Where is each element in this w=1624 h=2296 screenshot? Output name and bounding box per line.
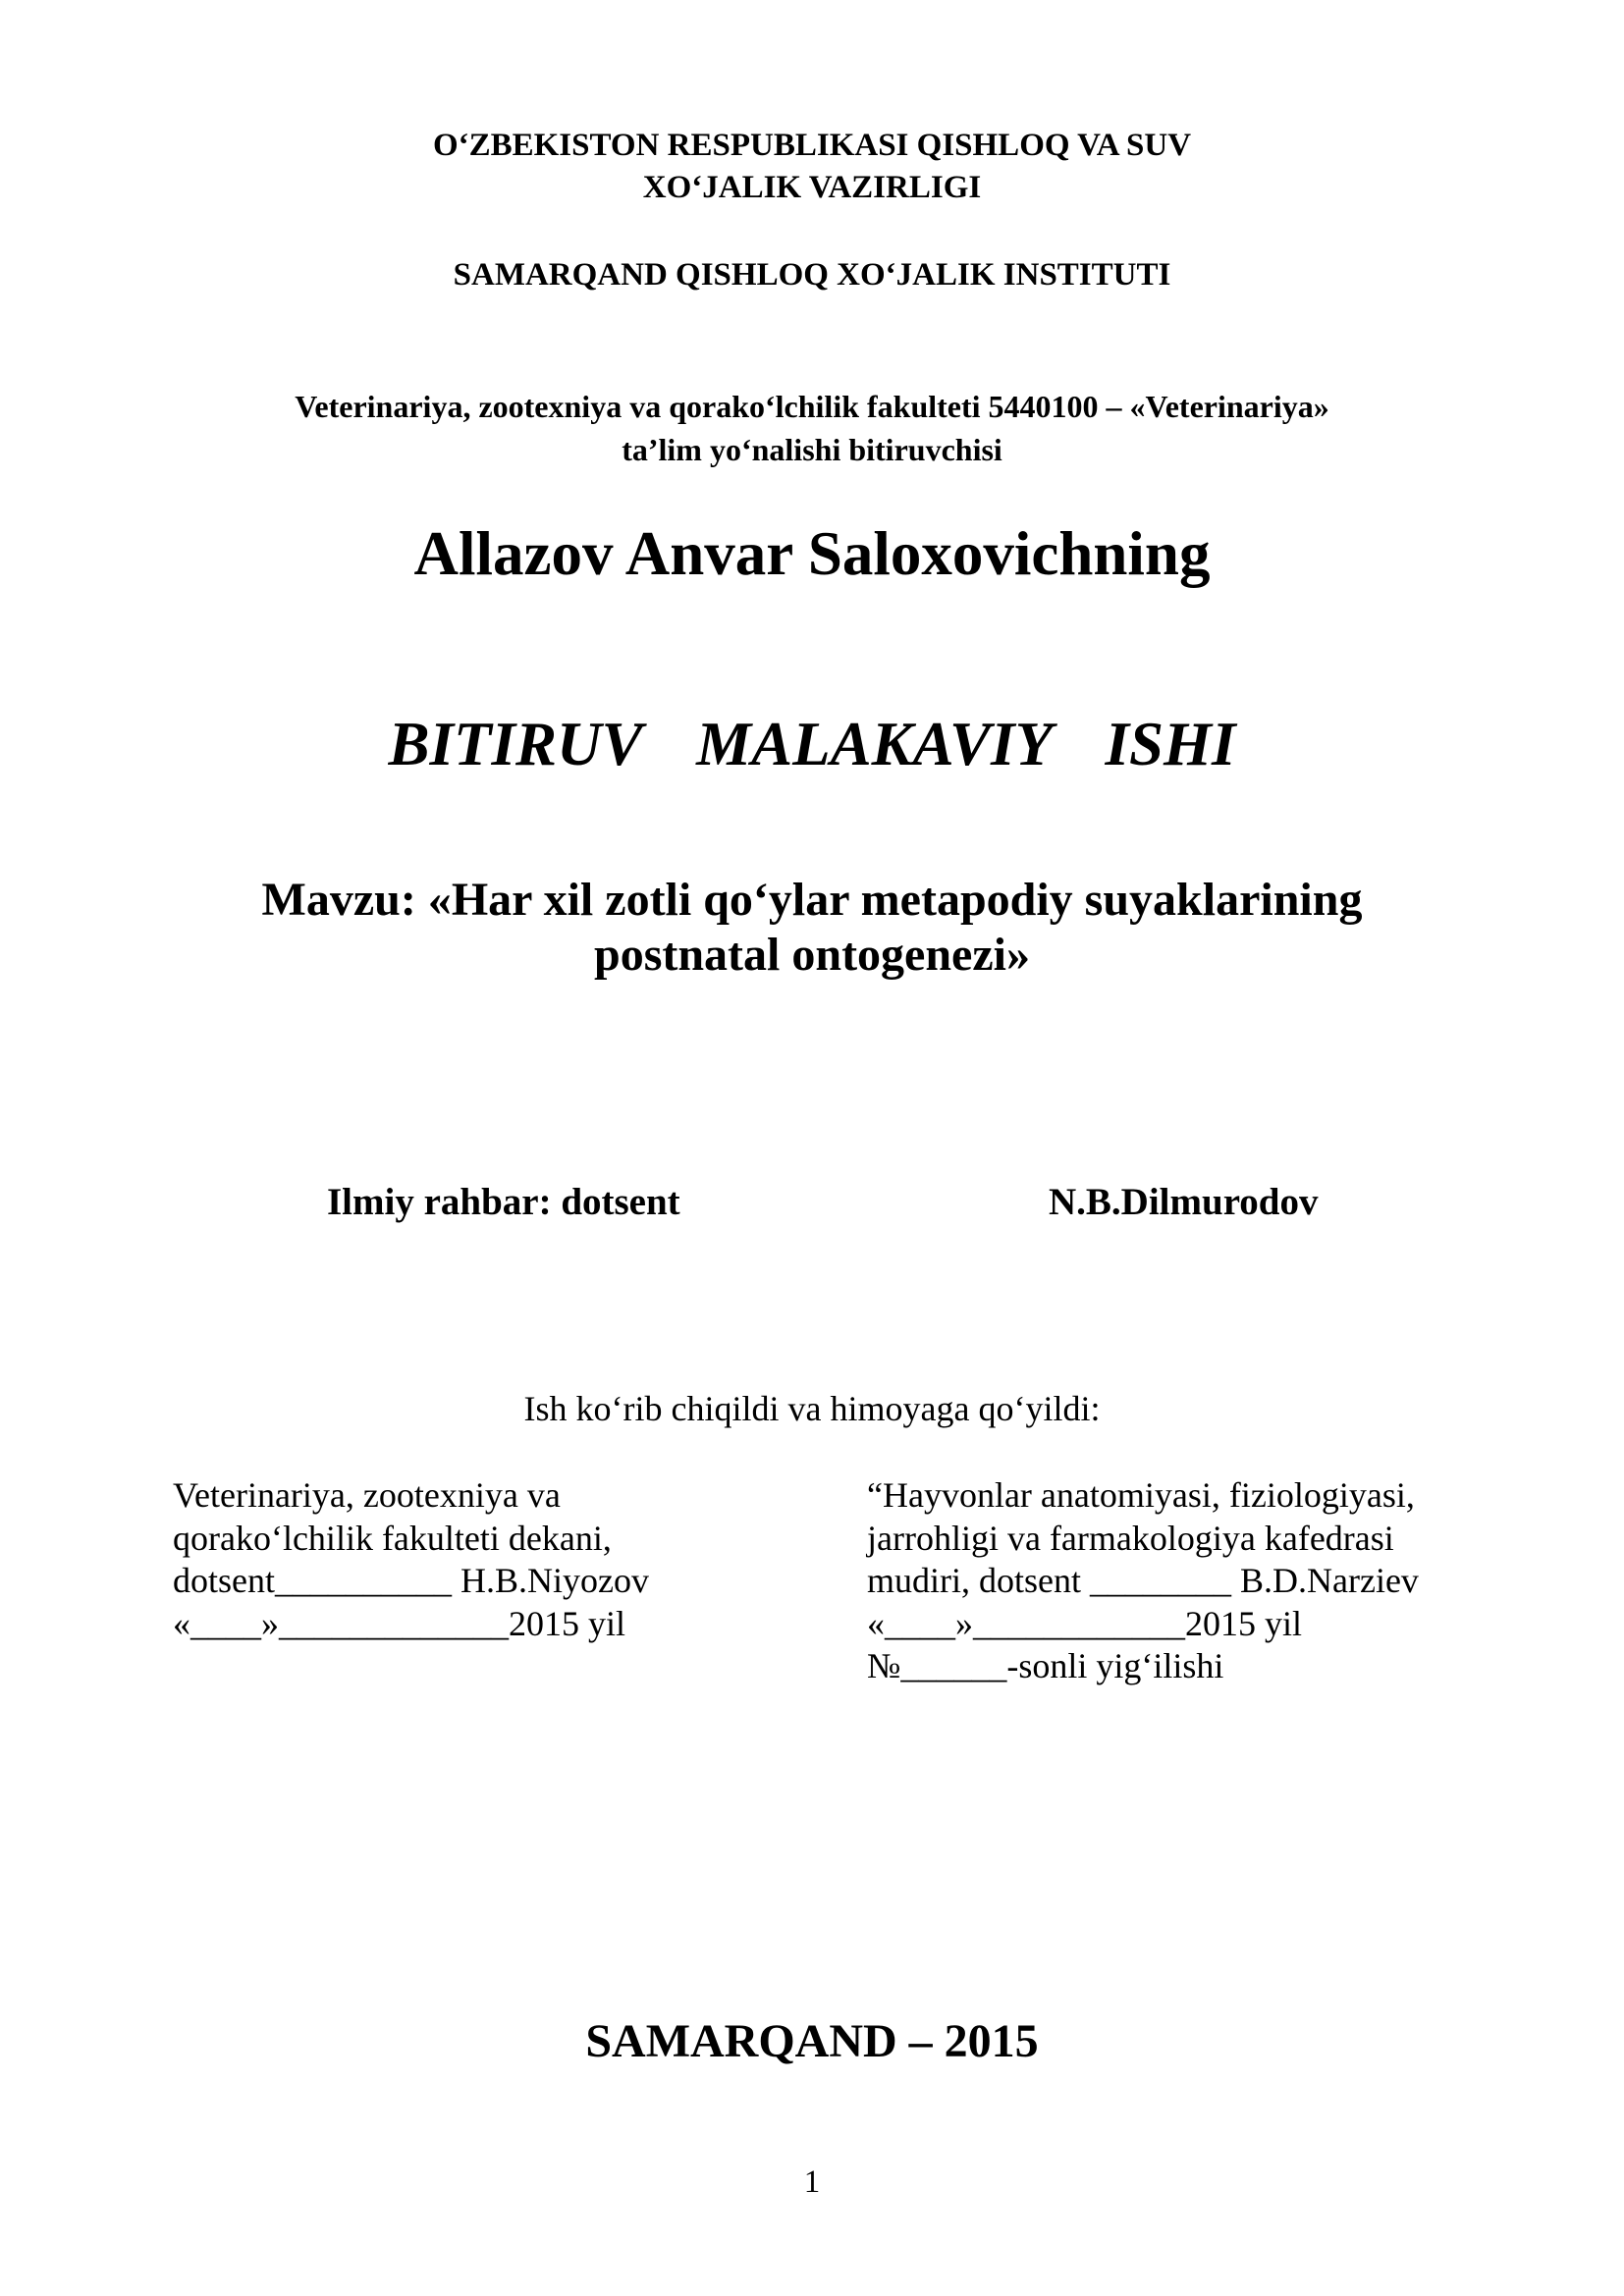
right-approval-line-2: jarrohligi va farmakologiya kafedrasi	[867, 1518, 1394, 1558]
ministry-line-2: XO‘JALIK VAZIRLIGI	[642, 170, 982, 205]
right-approval-line-5: №______-sonli yig‘ilishi	[867, 1646, 1224, 1685]
left-approval-line-3: dotsent__________ H.B.Niyozov	[173, 1561, 649, 1600]
document-type-title: BITIRUV MALAKAVIY ISHI	[388, 710, 1236, 778]
left-approval-block	[173, 1474, 649, 1645]
right-approval-block	[867, 1474, 1419, 1688]
supervisor-name: N.B.Dilmurodov	[1049, 1181, 1319, 1223]
faculty-line-1: Veterinariya, zootexniya va qorako‘lchilik fakulteti 5440100 – «Veterinariya»	[295, 389, 1329, 424]
institute-name: SAMARQAND QISHLOQ XO‘JALIK INSTITUTI	[453, 257, 1171, 293]
topic-line-2: postnatal ontogenezi»	[594, 929, 1030, 981]
left-approval-line-4: «____»_____________2015 yil	[173, 1603, 626, 1643]
faculty-line-2: ta’lim yo‘nalishi bitiruvchisi	[622, 432, 1002, 467]
left-approval-line-1: Veterinariya, zootexniya va	[173, 1475, 561, 1515]
footer-city-year: SAMARQAND – 2015	[585, 2015, 1039, 2067]
review-note: Ish ko‘rib chiqildi va himoyaga qo‘yildi:	[523, 1389, 1101, 1428]
right-approval-line-4: «____»____________2015 yil	[867, 1603, 1303, 1643]
left-approval-line-2: qorako‘lchilik fakulteti dekani,	[173, 1518, 612, 1558]
author-name: Allazov Anvar Saloxovichning	[413, 519, 1211, 588]
supervisor-label: Ilmiy rahbar: dotsent	[327, 1181, 680, 1223]
right-approval-line-3: mudiri, dotsent ________ B.D.Narziev	[867, 1561, 1419, 1600]
topic-line-1: Mavzu: «Har xil zotli qo‘ylar metapodiy suyaklarining	[261, 874, 1363, 926]
page-number: 1	[803, 2164, 821, 2200]
ministry-line-1: O‘ZBEKISTON RESPUBLIKASI QISHLOQ VA SUV	[432, 128, 1192, 163]
right-approval-line-1: “Hayvonlar anatomiyasi, fiziologiyasi,	[867, 1475, 1415, 1515]
